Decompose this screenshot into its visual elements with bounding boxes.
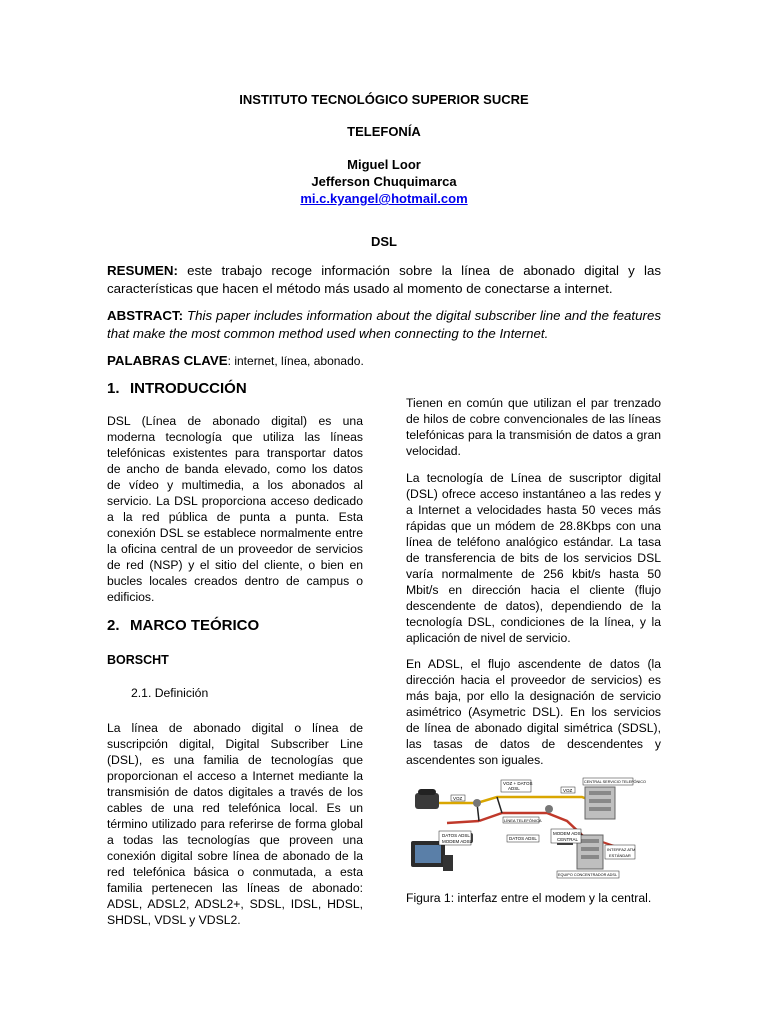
keywords-paragraph — [107, 352, 661, 371]
resumen-label: RESUMEN: — [107, 263, 178, 278]
resumen-text: este trabajo recoge información sobre la línea de abonado digital y las características que hacen el método más usado al momento de conectarse a internet. — [107, 263, 661, 296]
section-number: 2. — [107, 617, 120, 634]
figure-label: EQUIPO CONCENTRADOR ADSL — [558, 873, 618, 877]
author-email-link[interactable] — [0, 191, 768, 206]
figure-label: CENTRAL SERVICIO TELEFÓNICO — [584, 780, 646, 784]
dsl-network-figure — [407, 775, 646, 880]
section-number: 1. — [107, 380, 120, 397]
figure-label: ESTÁNDAR — [609, 853, 631, 858]
keywords-label: PALABRAS CLAVE — [107, 353, 228, 368]
computer-icon — [411, 841, 453, 871]
central-server-icon — [585, 787, 615, 819]
subject-heading: TELEFONÍA — [347, 124, 421, 139]
section-title: INTRODUCCIÓN — [130, 380, 247, 397]
figure-label: VOZ — [453, 796, 463, 801]
author-name: Jefferson Chuquimarca — [311, 174, 457, 189]
figure-label: MODEM ADSL — [442, 839, 473, 844]
figure-label: ADSL — [508, 786, 520, 791]
right-paragraph-1: Tienen en común que utilizan el par trenzado de hilos de cobre convencionales de las líneas telefónicas para la transmisión de datos a gran velocidad. — [406, 396, 661, 458]
line — [497, 797, 502, 813]
institution-heading: INSTITUTO TECNOLÓGICO SUPERIOR SUCRE — [239, 92, 529, 107]
right-paragraph-3: En ADSL, el flujo ascendente de datos (la dirección hacia el proveedor de servicios) es más baja, por ello la designación de servicio asimétrico (Asymetric DSL). En los servicios de línea de abonado digital simétrica (SDSL), las tasas de datos de descendentes y ascendentes son iguales. — [406, 657, 661, 767]
abstract-paragraph — [107, 307, 661, 342]
data-line — [447, 821, 479, 823]
figure-label: LÍNEA TELEFÓNICA — [504, 818, 542, 823]
figure-label: INTERFAZ ATM — [607, 847, 636, 852]
intro-paragraph: DSL (Línea de abonado digital) es una moderna tecnología que utiliza las líneas telefónicas existentes para transportar datos de ancho de banda elevado, como los datos de vídeo y multimedia, a los abonados al servicio. La DSL proporciona acceso dedicado a la red pública de punta a punta. Esta conexión DSL se establece normalmente entre la oficina central de un proveedor de servicios de red (NSP) y el sitio del cliente, o bien en bucles locales creados dentro de campus o edificios. — [107, 414, 363, 604]
definicion-paragraph: La línea de abonado digital o línea de suscripción digital, Digital Subscriber Line (DSL), es una familia de tecnologías que proporcionan el acceso a Internet mediante la transmisión de datos digitales a través de los cables de una red telefónica local. Es un término utilizado para referirse de forma global a todas las tecnologías que proveen una conexión digital sobre línea de abonado de la red telefónica básica o conmutada, a esta familia pertenecen las líneas de abonado: ADSL, ADSL2, ADSL2+, SDSL, IDSL, HDSL, SHDSL, VDSL y VDSL2. — [107, 721, 363, 927]
figure-label: DATOS ADSL — [442, 833, 470, 838]
abstract-text: This paper includes information about the digital subscriber line and the features that make the most common method used when connecting to the Internet. — [107, 308, 661, 341]
subsection-heading-definicion: 2.1. Definición — [131, 686, 209, 700]
right-paragraph-2: La tecnología de Línea de suscriptor digital (DSL) ofrece acceso instantáneo a las redes y a Internet a velocidades hasta 50 veces más rápidas que un módem de 28.8Kbps con una línea de teléfono analógico estándar. La tasa de transferencia de bits de los servicios DSL varía normalmente de 256 kbit/s hasta 50 Mbit/s en dirección hacia el cliente (flujo descendente de datos), dependiendo de la tecnología DSL, condiciones de la línea, y la aplicación de nivel de servicio. — [406, 471, 661, 645]
paper-title: DSL — [371, 234, 397, 249]
figure-label: VOZ + DATOS — [503, 781, 533, 786]
figure-label: VOZ — [563, 788, 573, 793]
borscht-heading: BORSCHT — [107, 653, 169, 667]
email-text[interactable]: mi.c.kyangel@hotmail.com — [300, 191, 468, 206]
dsl-diagram — [407, 775, 646, 880]
figure-label: CENTRAL — [557, 837, 579, 842]
telephone-icon — [415, 789, 439, 809]
abstract-label: ABSTRACT: — [107, 308, 184, 323]
figure-label: DATOS ADSL — [509, 836, 537, 841]
section-title: MARCO TEÓRICO — [130, 617, 260, 634]
figure-label: MODEM ADSL — [553, 831, 584, 836]
author-name: Miguel Loor — [347, 157, 421, 172]
keywords-text: : internet, línea, abonado. — [227, 354, 364, 368]
resumen-paragraph — [107, 262, 661, 297]
section-heading-intro — [107, 380, 247, 397]
section-heading-marco — [107, 617, 259, 634]
figure-caption: Figura 1: interfaz entre el modem y la central. — [406, 891, 652, 905]
